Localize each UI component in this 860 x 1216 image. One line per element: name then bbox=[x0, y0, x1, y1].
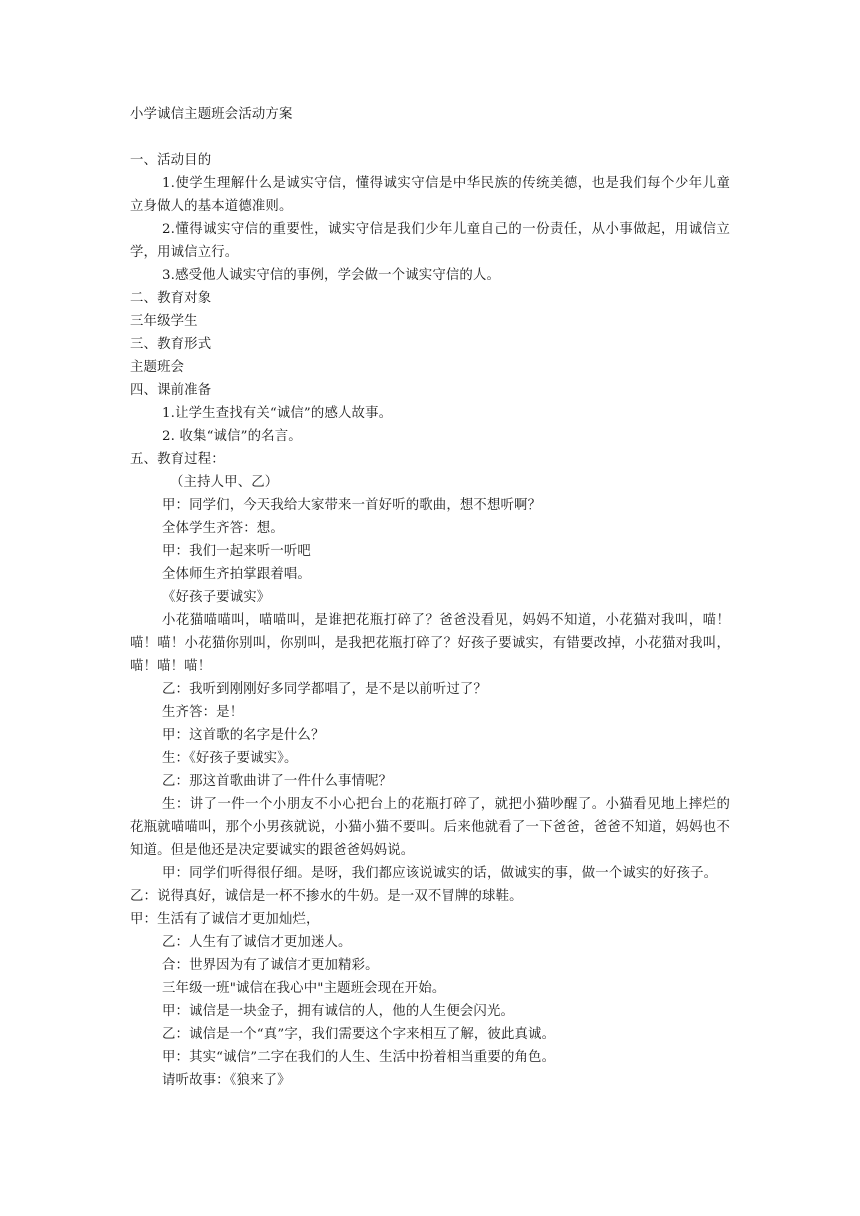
document-paragraph: 甲：我们一起来听一听吧 bbox=[162, 544, 311, 559]
document-title: 小学诚信主题班会活动方案 bbox=[130, 107, 293, 122]
document-paragraph: 乙：那这首歌曲讲了一件什么事情呢？ bbox=[162, 774, 393, 789]
document-paragraph: 三年级学生 bbox=[130, 314, 198, 329]
document-paragraph: 《好孩子要诚实》 bbox=[162, 590, 271, 605]
document-paragraph: 乙：我听到刚刚好多同学都唱了，是不是以前听过了？ bbox=[162, 682, 487, 697]
document-paragraph: 小花猫喵喵叫，喵喵叫，是谁把花瓶打碎了？爸爸没看见，妈妈不知道，小花猫对我叫，喵！喵！喵！小花猫你别叫，你别叫，是我把花瓶打碎了？好孩子要诚实，有错要改掉，小花猫对我叫，喵！喵！喵！ bbox=[130, 613, 730, 674]
document-body bbox=[130, 103, 730, 1092]
document-paragraph: 甲：其实“诚信”二字在我们的人生、生活中扮着相当重要的角色。 bbox=[162, 1050, 556, 1065]
document-paragraph: 一、活动目的 bbox=[130, 153, 212, 168]
document-paragraph: 全体学生齐答：想。 bbox=[162, 521, 284, 536]
document-paragraph: 甲：生活有了诚信才更加灿烂， bbox=[130, 912, 320, 927]
document-paragraph: 主题班会 bbox=[130, 360, 185, 375]
document-paragraph: 甲：同学们，今天我给大家带来一首好听的歌曲，想不想听啊？ bbox=[162, 498, 542, 513]
document-paragraph: 乙：诚信是一个“真”字，我们需要这个字来相互了解，彼此真诚。 bbox=[162, 1027, 556, 1042]
document-paragraph: 乙：人生有了诚信才更加迷人。 bbox=[162, 935, 352, 950]
document-paragraph: （主持人甲、乙） bbox=[170, 475, 279, 490]
document-paragraph: 三、教育形式 bbox=[130, 337, 212, 352]
document-paragraph: 合：世界因为有了诚信才更加精彩。 bbox=[162, 958, 379, 973]
document-paragraph: 请听故事：《狼来了》 bbox=[162, 1073, 291, 1088]
document-paragraph: 3.感受他人诚实守信的事例，学会做一个诚实守信的人。 bbox=[162, 268, 501, 283]
document-paragraph: 五、教育过程： bbox=[130, 452, 225, 467]
document-paragraph: 1.使学生理解什么是诚实守信，懂得诚实守信是中华民族的传统美德，也是我们每个少年儿童立身做人的基本道德准则。 bbox=[130, 176, 730, 214]
document-paragraph: 甲：同学们听得很仔细。是呀，我们都应该说诚实的话，做诚实的事，做一个诚实的好孩子。 bbox=[162, 866, 718, 881]
document-paragraph: 乙：说得真好，诚信是一杯不掺水的牛奶。是一双不冒牌的球鞋。 bbox=[130, 889, 523, 904]
document-paragraph: 1.让学生查找有关“诚信”的感人故事。 bbox=[162, 406, 393, 421]
document-paragraph: 生：《好孩子要诚实》。 bbox=[162, 751, 298, 766]
document-paragraph: 2.懂得诚实守信的重要性，诚实守信是我们少年儿童自己的一份责任，从小事做起，用诚信立学，用诚信立行。 bbox=[130, 222, 730, 260]
document-paragraph: 甲：这首歌的名字是什么？ bbox=[162, 728, 325, 743]
document-paragraph: 生齐答：是！ bbox=[162, 705, 244, 720]
document-paragraph: 2. 收集“诚信”的名言。 bbox=[162, 429, 302, 444]
document-paragraph: 生：讲了一件一个小朋友不小心把台上的花瓶打碎了，就把小猫吵醒了。小猫看见地上摔烂的花瓶就喵喵叫，那个小男孩就说，小猫小猫不要叫。后来他就看了一下爸爸，爸爸不知道，妈妈也不知道。但是他还是决定要诚实的跟爸爸妈妈说。 bbox=[130, 797, 730, 858]
document-paragraph: 全体师生齐拍掌跟着唱。 bbox=[162, 567, 311, 582]
document-paragraph: 三年级一班"诚信在我心中"主题班会现在开始。 bbox=[162, 981, 446, 996]
document-paragraph: 四、课前准备 bbox=[130, 383, 212, 398]
document-paragraph: 二、教育对象 bbox=[130, 291, 212, 306]
document-paragraph: 甲：诚信是一块金子，拥有诚信的人，他的人生便会闪光。 bbox=[162, 1004, 515, 1019]
